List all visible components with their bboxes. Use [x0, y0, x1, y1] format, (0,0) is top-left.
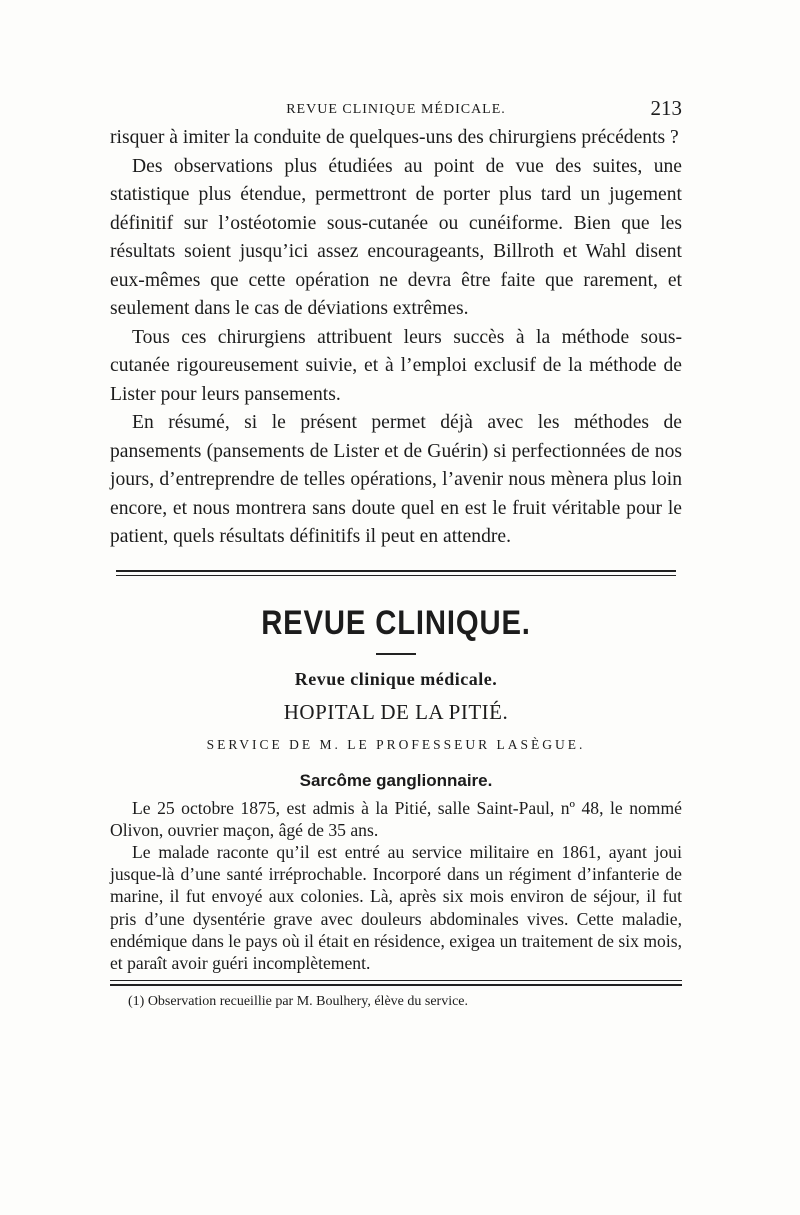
section-title: REVUE CLINIQUE.: [261, 603, 531, 642]
case-paragraph: Le malade raconte qu’il est entré au service militaire en 1861, ayant joui jusque-là d’une santé irréprochable. Incorporé dans un régiment d’infanterie de marine, il fut envoyé aux colonies. Là, après six mois environ de séjour, il fut pris d’une dysentérie grave avec douleurs abdominales vives. Cette maladie, endémique dans le pays où il était en résidence, exigea un traitement de six mois, et paraît avoir guéri incomplètement.: [110, 841, 682, 973]
paragraph: En résumé, si le présent permet déjà avec les méthodes de pansements (pansements de Lister et de Guérin) si perfectionnées de nos jours, d’entreprendre de telles opérations, l’avenir nous mènera plus loin encore, et nous montrera sans doute quel en est le fruit véritable pour le patient, quels résultats définitifs il peut en attendre.: [110, 412, 682, 547]
case-title: Sarcôme ganglionnaire.: [299, 770, 493, 790]
document-page: [110, 96, 682, 1010]
service-heading: SERVICE DE M. LE PROFESSEUR LASÈGUE.: [206, 736, 586, 752]
paragraph: Tous ces chirurgiens attribuent leurs succès à la méthode sous-cutanée rigoureusement suivie, et à l’emploi exclusif de la méthode de Lister pour leurs pansements.: [110, 326, 682, 405]
running-head: [110, 96, 682, 124]
footnote-divider: [110, 980, 682, 986]
subsection-title: Revue clinique médicale.: [294, 668, 498, 689]
footnote: (1) Observation recueillie par M. Boulhery, élève du service.: [128, 994, 469, 1010]
case-paragraph: Le 25 octobre 1875, est admis à la Pitié, salle Saint-Paul, nº 48, le nommé Olivon, ouvrier maçon, âgé de 35 ans.: [110, 797, 682, 840]
running-title: REVUE CLINIQUE MÉDICALE.: [286, 102, 506, 117]
case-body: [110, 797, 682, 975]
paragraph: Des observations plus étudiées au point de vue des suites, une statistique plus étendue, permettront de porter plus tard un jugement définitif sur l’ostéotomie sous-cutanée ou cunéiforme. Bien que les résultats soient jusqu’ici assez encourageants, Billroth et Wahl disent eux-mêmes que cette opération ne devra être faite que rarement, et seulement dans le cas de déviations extrêmes.: [110, 155, 682, 319]
section-divider: [116, 570, 676, 576]
paragraph: risquer à imiter la conduite de quelques-uns des chirurgiens précédents ?: [110, 127, 679, 148]
title-rule: [376, 653, 416, 655]
hospital-heading: HOPITAL DE LA PITIÉ.: [283, 699, 509, 724]
page-number: 213: [650, 96, 682, 120]
